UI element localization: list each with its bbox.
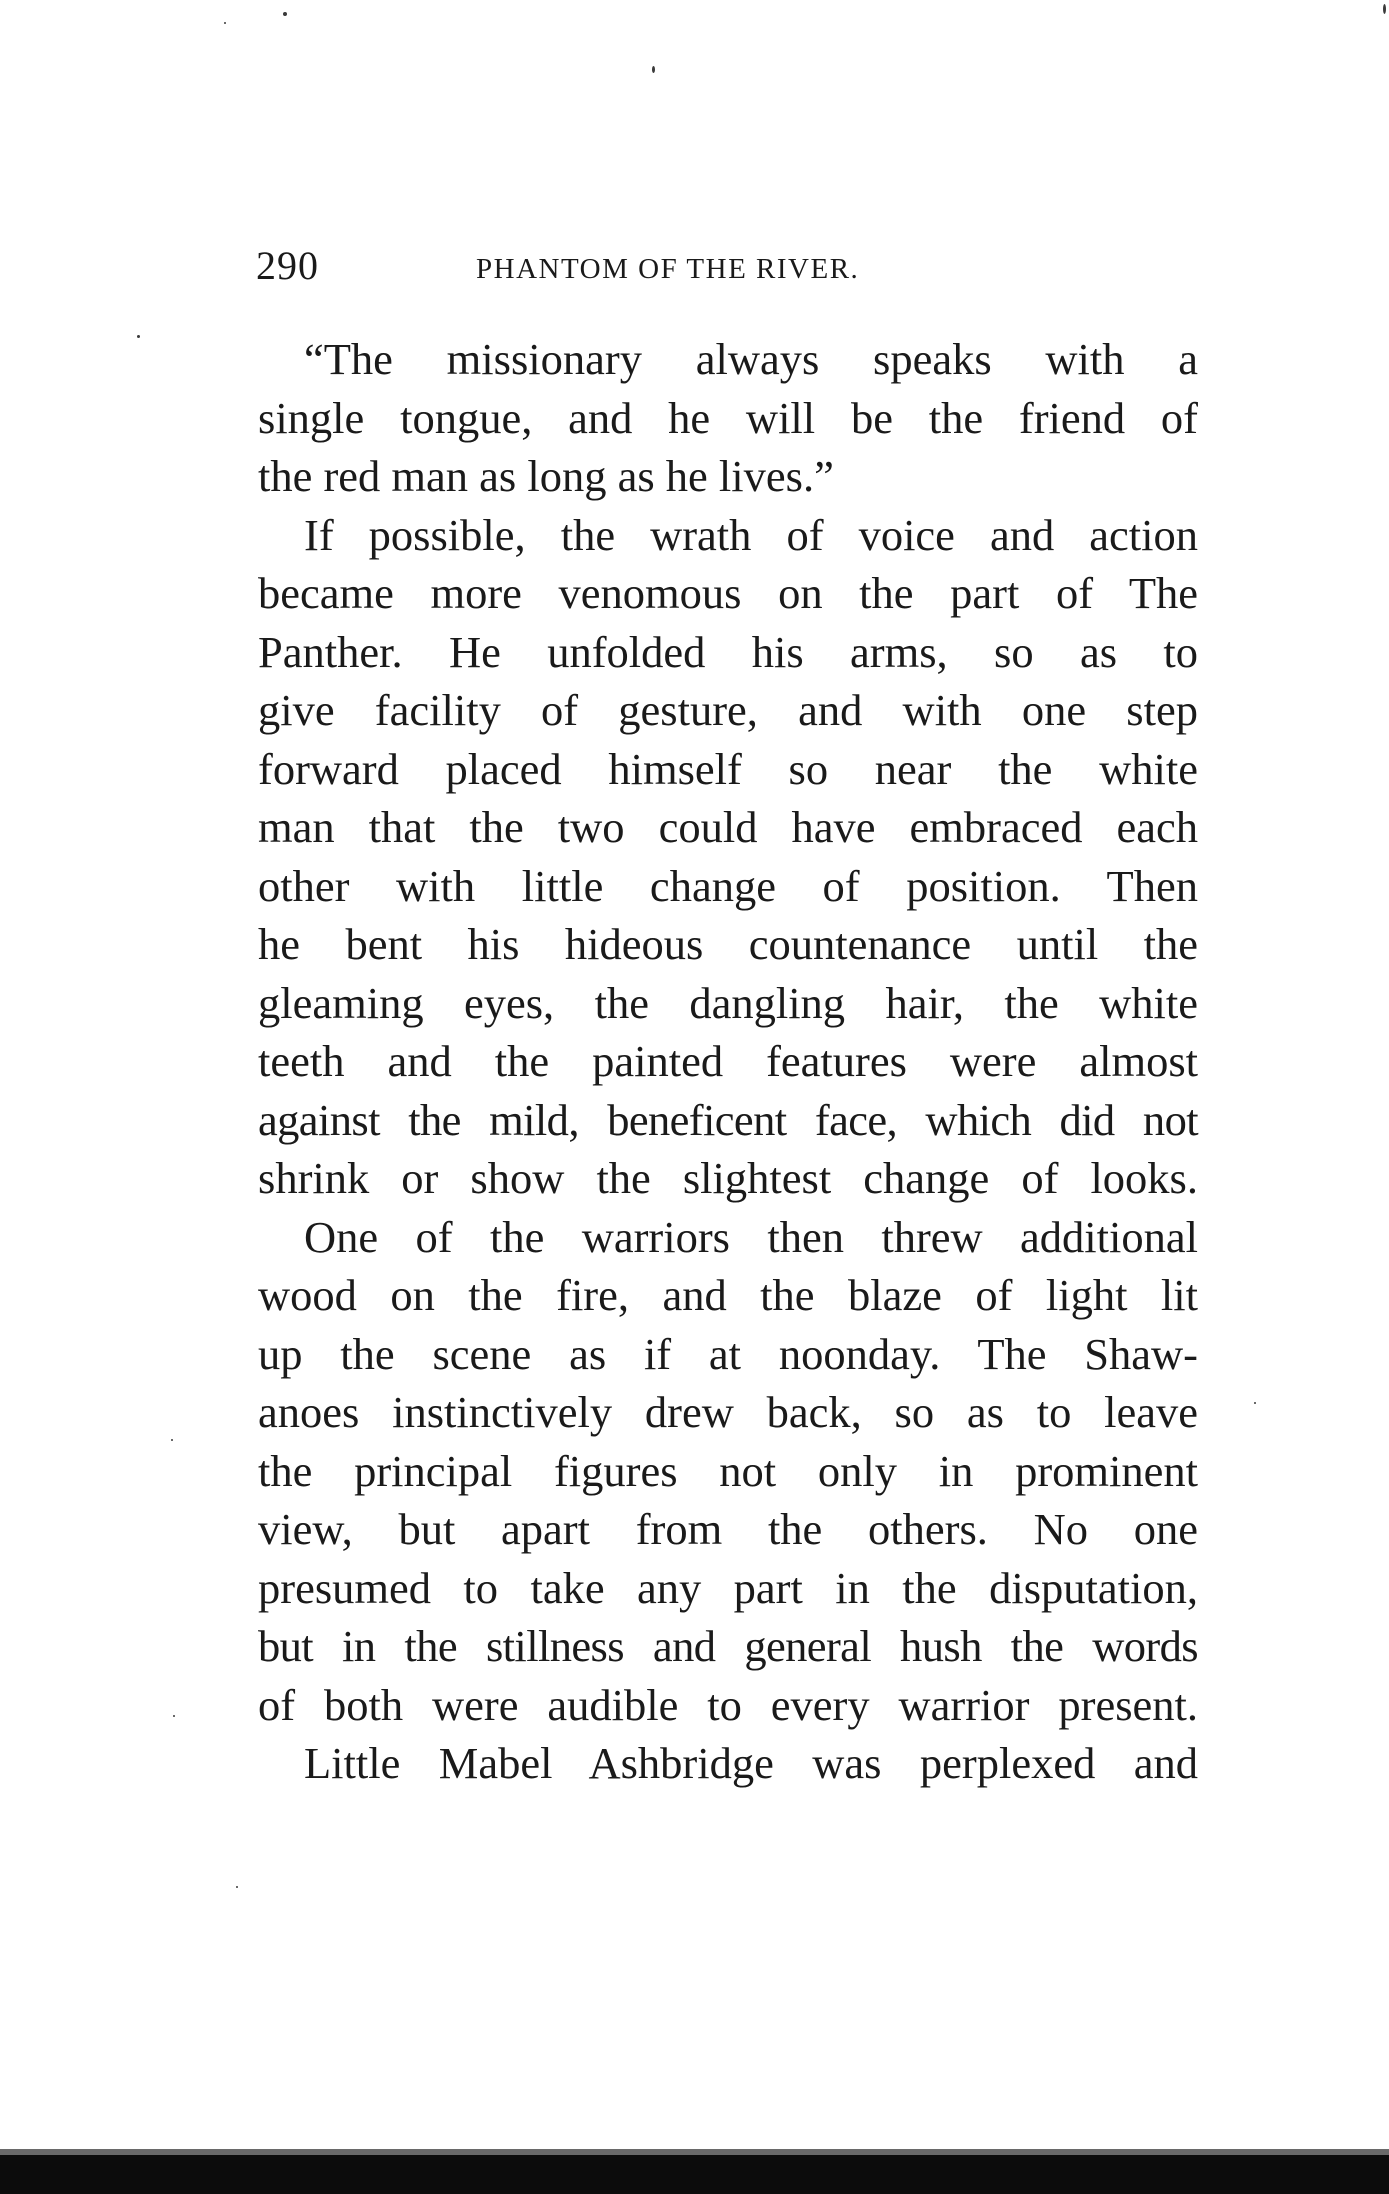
page-number: 290 xyxy=(256,243,319,288)
scan-speck xyxy=(1383,4,1386,14)
text-line: but in the stillness and general hush the words xyxy=(258,1621,1198,1671)
scan-edge-bar xyxy=(0,2155,1389,2194)
scan-speck xyxy=(137,335,140,338)
scan-speck xyxy=(236,1886,238,1888)
text-line: gleaming eyes, the dangling hair, the white xyxy=(258,977,1198,1028)
scan-speck xyxy=(224,22,226,24)
text-line: wood on the fire, and the blaze of light lit xyxy=(258,1270,1198,1320)
text-line: give facility of gesture, and with one step xyxy=(258,685,1198,735)
text-line: teeth and the painted features were almost xyxy=(258,1036,1198,1086)
text-line: view, but apart from the others. No one xyxy=(258,1504,1198,1554)
scan-speck xyxy=(1254,1402,1256,1404)
text-line: anoes instinctively drew back, so as to leave xyxy=(258,1387,1198,1437)
text-line: the principal figures not only in prominent xyxy=(258,1445,1198,1496)
text-line: up the scene as if at noonday. The Shaw- xyxy=(258,1328,1198,1379)
text-line: of both were audible to every warrior present. xyxy=(258,1679,1198,1730)
text-line: “The missionary always speaks with a xyxy=(304,334,1198,384)
text-line: he bent his hideous countenance until the xyxy=(258,919,1198,969)
text-line: Panther. He unfolded his arms, so as to xyxy=(258,626,1198,677)
scan-speck xyxy=(173,1715,175,1717)
scan-speck xyxy=(283,12,287,16)
scan-speck xyxy=(171,1439,173,1441)
text-line: shrink or show the slightest change of looks. xyxy=(258,1153,1198,1203)
scan-speck xyxy=(652,66,655,73)
text-line: other with little change of position. Then xyxy=(258,860,1198,911)
text-line: single tongue, and he will be the friend of xyxy=(258,392,1198,443)
text-line: If possible, the wrath of voice and action xyxy=(304,509,1198,560)
text-line: became more venomous on the part of The xyxy=(258,568,1198,618)
text-line: the red man as long as he lives.” xyxy=(258,451,834,501)
text-line: against the mild, beneficent face, which did not xyxy=(258,1094,1198,1145)
text-line: One of the warriors then threw additional xyxy=(304,1211,1198,1262)
text-line: forward placed himself so near the white xyxy=(258,743,1198,794)
text-line: Little Mabel Ashbridge was perplexed and xyxy=(304,1738,1198,1788)
running-header xyxy=(256,236,1200,296)
body-text xyxy=(258,330,1198,1793)
running-title: PHANTOM OF THE RIVER. xyxy=(476,253,860,285)
text-line: presumed to take any part in the disputation, xyxy=(258,1562,1198,1613)
text-line: man that the two could have embraced each xyxy=(258,802,1198,852)
